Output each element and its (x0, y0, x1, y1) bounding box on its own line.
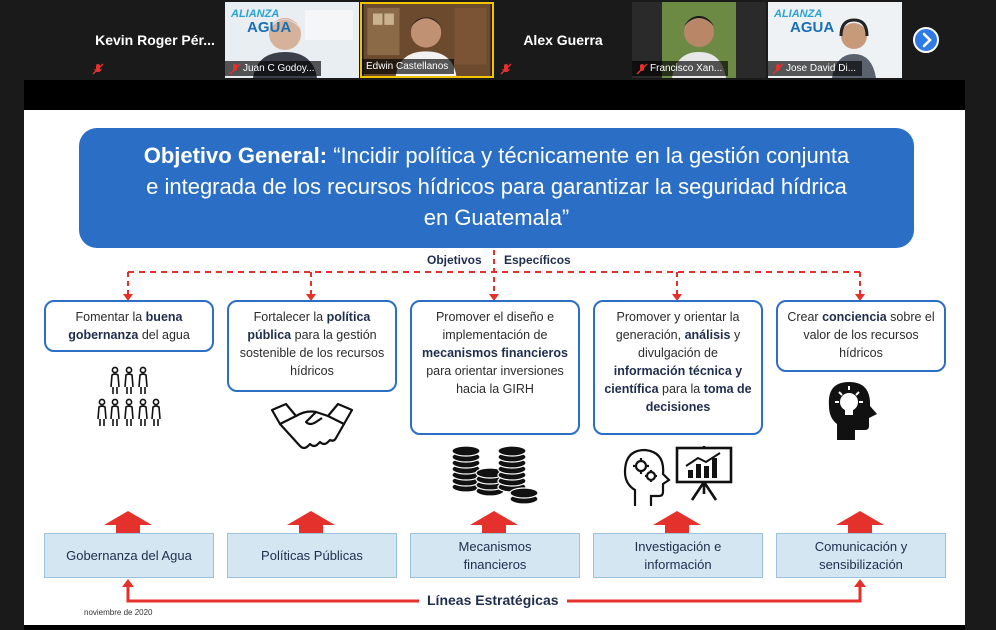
mic-muted-icon (636, 63, 648, 75)
objective-text: Crear (787, 310, 823, 324)
participant-name: Juan C Godoy... (243, 63, 315, 74)
objective-text-bold: toma de decisiones (645, 382, 752, 414)
strategic-line-box: Políticas Públicas (227, 533, 397, 578)
objective-text: Promover el diseño e implementación de (435, 310, 555, 342)
objective-text-bold: conciencia (822, 310, 887, 324)
mic-muted-icon (229, 63, 241, 75)
mic-muted-icon (92, 63, 104, 75)
objective-text: sobre el valor de los recursos hídricos (803, 310, 935, 360)
objective-text: del agua (138, 328, 190, 342)
alianza-logo-text: ALIANZA (774, 8, 823, 20)
shared-slide (24, 110, 965, 625)
objective-text: para orientar inversiones hacia la GIRH (426, 364, 564, 396)
up-arrow-icon (287, 511, 335, 533)
participant-tile[interactable] (88, 2, 222, 78)
chart-presentation-icon (674, 444, 734, 502)
share-screen-bar (24, 80, 965, 110)
specific-objective-box (776, 300, 946, 372)
objective-text: Fortalecer la (253, 310, 327, 324)
mic-muted-icon (772, 63, 784, 75)
up-arrow-icon (836, 511, 884, 533)
objective-text: para la gestión sostenible de los recursos hídricos (239, 328, 385, 378)
agua-logo-text: AGUA (790, 19, 835, 36)
objective-text: Fomentar la (75, 310, 146, 324)
objective-text: y divulgación de (638, 328, 741, 360)
strategic-line-box: Investigación e información (593, 533, 763, 578)
chevron-right-icon (915, 29, 937, 51)
objective-text-bold: política pública (247, 310, 371, 342)
objective-text-bold: análisis (684, 328, 731, 342)
strategic-lines-label: Líneas Estratégicas (419, 592, 567, 608)
mic-muted-icon (500, 63, 512, 75)
alianza-logo-text: ALIANZA (231, 8, 280, 20)
participant-tile[interactable] (496, 2, 630, 78)
up-arrow-icon (104, 511, 152, 533)
slide-date: noviembre de 2020 (84, 608, 153, 617)
agua-logo-text: AGUA (247, 19, 292, 36)
objective-text: Promover y orientar la generación, (615, 310, 740, 342)
strategic-line-box: Comunicación y sensibilización (776, 533, 946, 578)
handshake-icon (270, 402, 354, 458)
up-arrow-icon (653, 511, 701, 533)
participant-name: Francisco Xan... (650, 63, 723, 74)
participant-name: Jose David Di... (786, 63, 857, 74)
head-lightbulb-icon (825, 378, 885, 442)
objective-label: Objetivo General: (143, 143, 328, 168)
objective-text-bold: información técnica y científica (604, 364, 743, 396)
especificos-label: Específicos (501, 253, 574, 267)
participant-tile[interactable] (225, 2, 359, 78)
objective-text-bold: buena gobernanza (68, 310, 183, 342)
participant-tile[interactable] (768, 2, 902, 78)
specific-objective-box (593, 300, 763, 435)
coins-icon (450, 443, 542, 505)
share-screen-bottom-bar (24, 625, 965, 630)
participant-name: Alex Guerra (523, 32, 603, 48)
participant-tile-active-speaker[interactable] (360, 2, 494, 78)
participant-name-tag (225, 61, 321, 76)
next-page-button[interactable] (913, 27, 939, 53)
strategic-line-box: Mecanismos financieros (410, 533, 580, 578)
objective-text: para la (658, 382, 704, 396)
strategic-line-box: Gobernanza del Agua (44, 533, 214, 578)
specific-objective-box (44, 300, 214, 352)
specific-objective-box (227, 300, 397, 392)
specific-objectives-connector (24, 110, 965, 310)
participant-name-tag (768, 61, 862, 76)
up-arrow-icon (470, 511, 518, 533)
objective-text-line: en Guatemala” (423, 205, 570, 230)
participant-tile[interactable] (632, 2, 766, 78)
people-group-icon (97, 365, 161, 431)
specific-objective-box (410, 300, 580, 435)
objective-text-line: e integrada de los recursos hídricos para garantizar la seguridad hídrica (146, 174, 847, 199)
objective-text-bold: mecanismos financieros (422, 346, 568, 360)
objetivos-label: Objetivos (424, 253, 485, 267)
participant-strip (0, 0, 996, 80)
objective-text-line: “Incidir política y técnicamente en la gestión conjunta (333, 143, 850, 168)
head-gears-icon (619, 446, 673, 508)
participant-name-tag (632, 61, 728, 76)
participant-name-tag (362, 59, 454, 74)
participant-name: Edwin Castellanos (366, 61, 449, 72)
participant-name: Kevin Roger Pér... (95, 32, 215, 48)
